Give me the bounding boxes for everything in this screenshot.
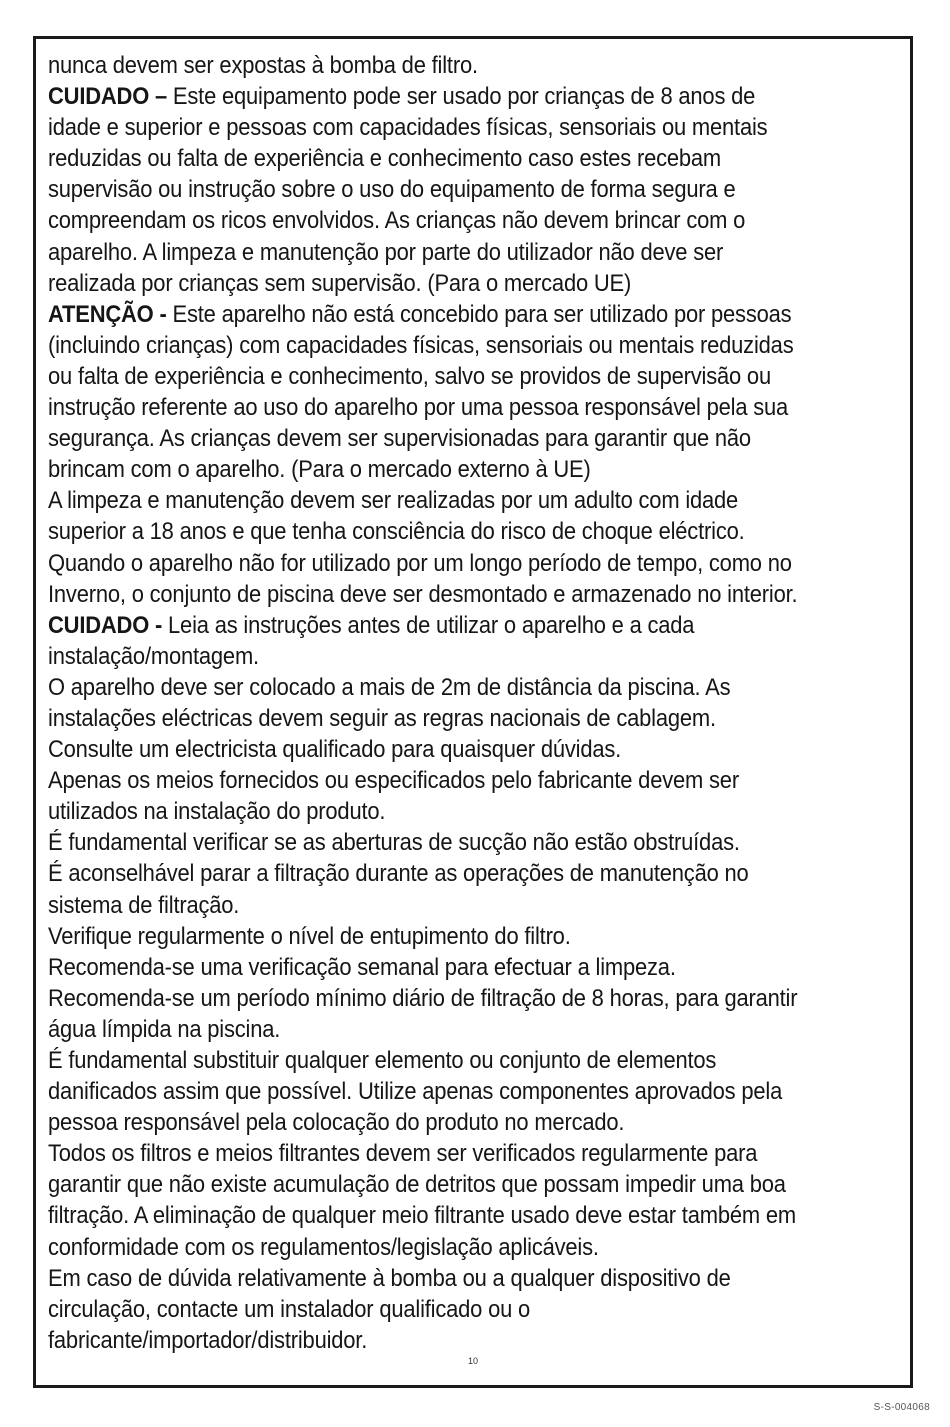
text-line: É aconselhável parar a filtração durante as operações de manutenção no xyxy=(48,861,749,888)
text-segment: Este equipamento pode ser usado por crianças de 8 anos de xyxy=(167,84,756,111)
text-line xyxy=(48,300,850,331)
text-line: Todos os filtros e meios filtrantes devem ser verificados regularmente para xyxy=(48,1141,758,1168)
text-line: Em caso de dúvida relativamente à bomba ou a qualquer dispositivo de xyxy=(48,1265,731,1292)
text-line: circulação, contacte um instalador qualificado ou o xyxy=(48,1296,531,1323)
text-line: É fundamental verificar se as aberturas de sucção não estão obstruídas. xyxy=(48,830,740,857)
text-line: garantir que não existe acumulação de detritos que possam impedir uma boa xyxy=(48,1172,786,1199)
text-line: Quando o aparelho não for utilizado por um longo período de tempo, como no xyxy=(48,550,792,577)
text-line: fabricante/importador/distribuidor. xyxy=(48,1327,368,1354)
text-line: brincam com o aparelho. (Para o mercado externo à UE) xyxy=(48,457,591,484)
text-line: filtração. A eliminação de qualquer meio filtrante usado deve estar também em xyxy=(48,1203,796,1230)
text-segment: Leia as instruções antes de utilizar o aparelho e a cada xyxy=(162,612,695,639)
text-line: Inverno, o conjunto de piscina deve ser desmontado e armazenado no interior. xyxy=(48,581,798,608)
text-line: O aparelho deve ser colocado a mais de 2m de distância da piscina. As xyxy=(48,674,731,701)
text-line: pessoa responsável pela colocação do produto no mercado. xyxy=(48,1110,625,1137)
text-line: segurança. As crianças devem ser supervisionadas para garantir que não xyxy=(48,426,751,453)
warning-keyword: CUIDADO - xyxy=(48,612,163,639)
text-line: danificados assim que possível. Utilize apenas componentes aprovados pela xyxy=(48,1079,783,1106)
warning-keyword: ATENÇÃO - xyxy=(48,301,167,328)
text-line: conformidade com os regulamentos/legislação aplicáveis. xyxy=(48,1234,599,1261)
text-line: ou falta de experiência e conhecimento, salvo se providos de supervisão ou xyxy=(48,363,771,390)
text-line: aparelho. A limpeza e manutenção por parte do utilizador não deve ser xyxy=(48,239,724,266)
document-code: S-S-004068 xyxy=(873,1402,930,1413)
text-line: água límpida na piscina. xyxy=(48,1016,281,1043)
safety-text-block xyxy=(48,51,850,1357)
text-line: superior a 18 anos e que tenha consciência do risco de choque eléctrico. xyxy=(48,519,745,546)
text-line: supervisão ou instrução sobre o uso do equipamento de forma segura e xyxy=(48,177,736,204)
text-line: reduzidas ou falta de experiência e conhecimento caso estes recebam xyxy=(48,146,722,173)
page-number: 10 xyxy=(467,1356,478,1366)
text-line: Consulte um electricista qualificado para quaisquer dúvidas. xyxy=(48,737,622,764)
text-line: utilizados na instalação do produto. xyxy=(48,799,386,826)
text-line: Recomenda-se um período mínimo diário de filtração de 8 horas, para garantir xyxy=(48,985,798,1012)
text-line: Apenas os meios fornecidos ou especificados pelo fabricante devem ser xyxy=(48,768,739,795)
warning-keyword: CUIDADO – xyxy=(48,84,168,111)
text-line: Recomenda-se uma verificação semanal para efectuar a limpeza. xyxy=(48,954,676,981)
text-line: instalação/montagem. xyxy=(48,643,259,670)
text-line: Verifique regularmente o nível de entupimento do filtro. xyxy=(48,923,571,950)
text-line: A limpeza e manutenção devem ser realizadas por um adulto com idade xyxy=(48,488,739,515)
text-line: (incluindo crianças) com capacidades físicas, sensoriais ou mentais reduzidas xyxy=(48,332,794,359)
text-segment: Este aparelho não está concebido para ser utilizado por pessoas xyxy=(166,301,792,328)
text-line: idade e superior e pessoas com capacidades físicas, sensoriais ou mentais xyxy=(48,115,768,142)
text-line: compreendam os ricos envolvidos. As crianças não devem brincar com o xyxy=(48,208,746,235)
text-line xyxy=(48,82,850,113)
text-line: nunca devem ser expostas à bomba de filtro. xyxy=(48,53,478,79)
text-line xyxy=(48,611,850,642)
page-frame xyxy=(33,36,913,1388)
text-line: realizada por crianças sem supervisão. (Para o mercado UE) xyxy=(48,270,632,297)
text-line: É fundamental substituir qualquer elemento ou conjunto de elementos xyxy=(48,1048,717,1074)
text-line: instalações eléctricas devem seguir as regras nacionais de cablagem. xyxy=(48,705,716,732)
text-line: instrução referente ao uso do aparelho por uma pessoa responsável pela sua xyxy=(48,395,789,422)
text-line: sistema de filtração. xyxy=(48,892,240,919)
